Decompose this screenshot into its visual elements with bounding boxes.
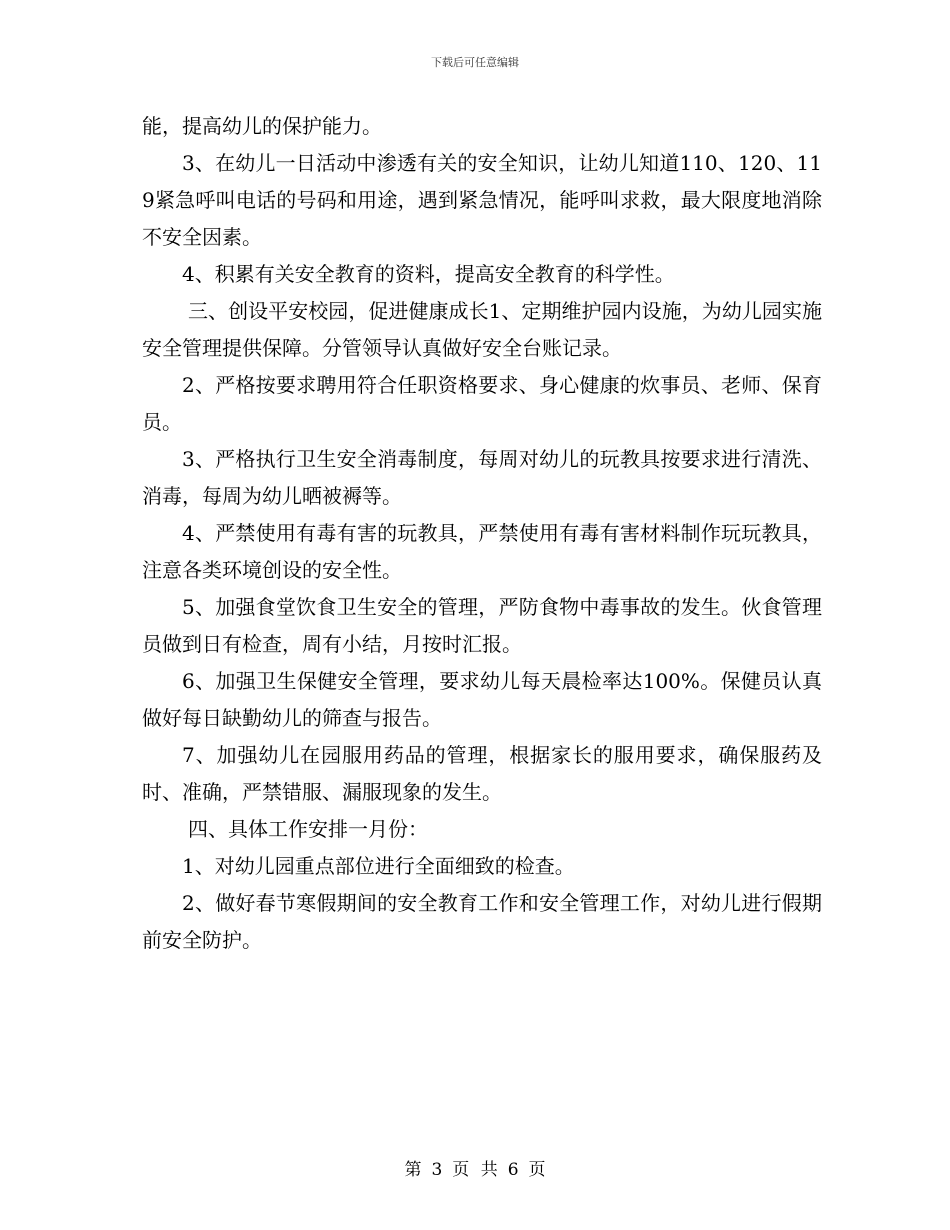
paragraph-11: 四、具体工作安排一月份： <box>188 817 428 841</box>
paragraph-7: 4、严禁使用有毒有害的玩教具，严禁使用有毒有害材料制作玩玩教具，注意各类环境创设的安全性。 <box>142 521 822 582</box>
paragraph-4: 三、创设平安校园，促进健康成长1、定期维护园内设施，为幼儿园实施安全管理提供保障。分管领导认真做好安全台账记录。 <box>142 299 822 360</box>
paragraph-12: 1、对幼儿园重点部位进行全面细致的检查。 <box>182 854 575 878</box>
paragraph-10: 7、加强幼儿在园服用药品的管理，根据家长的服用要求，确保服药及时、准确，严禁错服、漏服现象的发生。 <box>142 743 822 804</box>
total-pages-number: 6 <box>507 1160 519 1180</box>
document-body <box>142 108 822 959</box>
paragraph-5: 2、严格按要求聘用符合任职资格要求、身心健康的炊事员、老师、保育员。 <box>142 373 822 434</box>
paragraph-2: 3、在幼儿一日活动中渗透有关的安全知识，让幼儿知道110、120、119紧急呼叫电话的号码和用途，遇到紧急情况，能呼叫求救，最大限度地消除不安全因素。 <box>142 151 822 249</box>
footer-middle: 页 共 <box>452 1160 498 1180</box>
current-page-number: 3 <box>431 1160 443 1180</box>
page-footer <box>0 1155 950 1180</box>
paragraph-1: 能，提高幼儿的保护能力。 <box>142 114 382 138</box>
paragraph-9: 6、加强卫生保健安全管理，要求幼儿每天晨检率达100%。保健员认真做好每日缺勤幼儿的筛查与报告。 <box>142 669 822 730</box>
paragraph-13: 2、做好春节寒假期间的安全教育工作和安全管理工作，对幼儿进行假期前安全防护。 <box>142 891 822 952</box>
page-header: 下载后可任意编辑 <box>431 56 519 69</box>
paragraph-6: 3、严格执行卫生安全消毒制度，每周对幼儿的玩教具按要求进行清洗、消毒，每周为幼儿晒被褥等。 <box>142 447 822 508</box>
footer-prefix: 第 <box>404 1160 422 1180</box>
footer-suffix: 页 <box>528 1160 546 1180</box>
paragraph-8: 5、加强食堂饮食卫生安全的管理，严防食物中毒事故的发生。伙食管理员做到日有检查，周有小结，月按时汇报。 <box>142 595 822 656</box>
paragraph-3: 4、积累有关安全教育的资料，提高安全教育的科学性。 <box>182 262 675 286</box>
